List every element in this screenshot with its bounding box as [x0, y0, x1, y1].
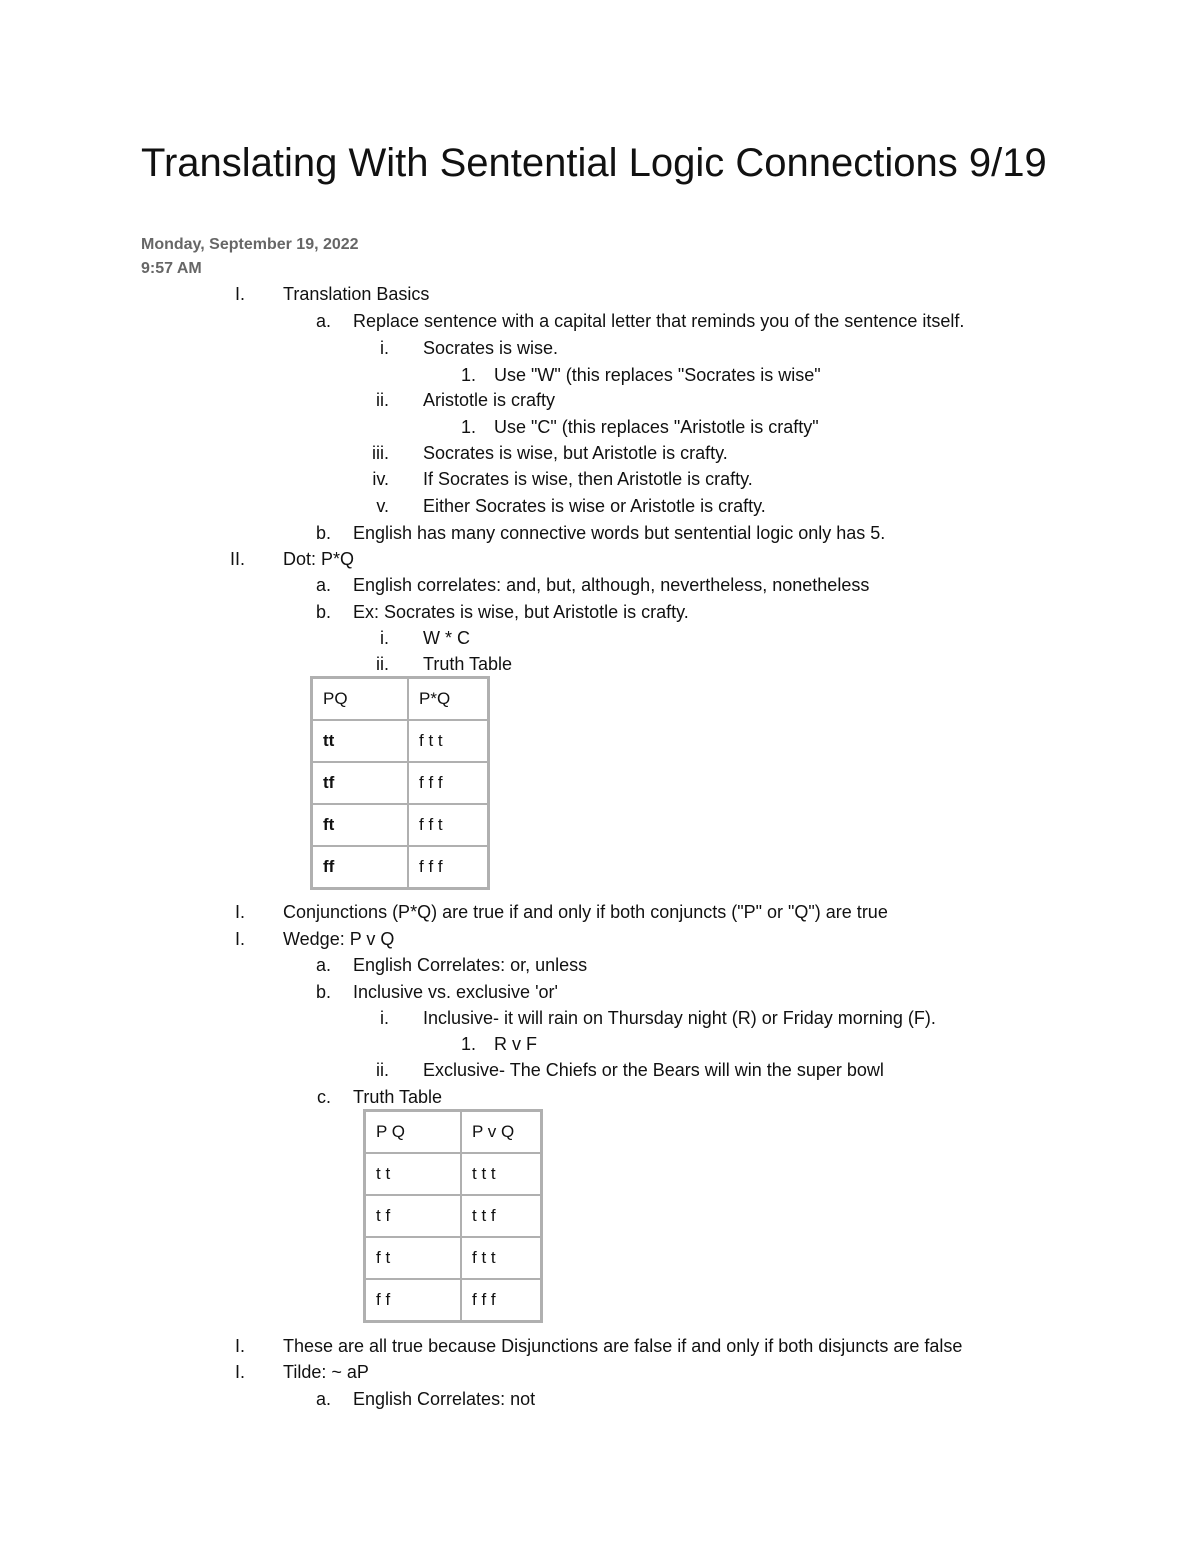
table-cell: f f f — [408, 846, 489, 889]
outline-marker: 1. — [460, 1034, 476, 1054]
outline-text: Truth Table — [423, 654, 513, 674]
outline-text: Either Socrates is wise or Aristotle is crafty. — [423, 496, 766, 516]
outline-marker: 1. — [460, 417, 476, 437]
table-cell: f t — [365, 1237, 462, 1279]
outline-text: Inclusive- it will rain on Thursday night (R) or Friday morning (F). — [423, 1008, 936, 1028]
outline-marker: I. — [234, 284, 245, 304]
table-cell: tt — [312, 720, 409, 762]
outline-marker: 1. — [460, 365, 476, 385]
outline-text: Tilde: ~ aP — [283, 1362, 369, 1382]
outline-marker: v. — [376, 496, 389, 516]
outline-text: Conjunctions (P*Q) are true if and only if both conjuncts ("P" or "Q") are true — [283, 902, 888, 922]
outline-marker: iii. — [372, 443, 389, 463]
outline-marker: a. — [315, 311, 331, 331]
table-header-cell: P*Q — [408, 678, 489, 721]
outline-text: Socrates is wise. — [423, 338, 559, 358]
outline-marker: II. — [229, 549, 245, 569]
outline-text: Replace sentence with a capital letter that reminds you of the sentence itself. — [353, 311, 965, 331]
table-cell: t t f — [461, 1195, 542, 1237]
table-cell: t f — [365, 1195, 462, 1237]
outline-marker: i. — [380, 338, 389, 358]
outline-marker: I. — [234, 1362, 245, 1382]
note-time: 9:57 AM — [141, 260, 202, 277]
outline-text: Dot: P*Q — [283, 549, 355, 569]
outline-text: W * C — [423, 628, 470, 648]
outline-text: Aristotle is crafty — [423, 390, 556, 410]
outline-text: R v F — [494, 1034, 537, 1054]
outline-marker: a. — [315, 955, 331, 975]
truth-table-dot — [310, 676, 490, 890]
outline-text: English has many connective words but sentential logic only has 5. — [353, 523, 886, 543]
outline-marker: b. — [315, 982, 331, 1002]
outline-marker: i. — [380, 1008, 389, 1028]
outline-text: Use "C" (this replaces "Aristotle is crafty" — [494, 417, 819, 437]
outline-marker: I. — [234, 929, 245, 949]
table-header-cell: P Q — [365, 1111, 462, 1154]
outline-text: Socrates is wise, but Aristotle is crafty. — [423, 443, 728, 463]
outline-marker: ii. — [376, 1060, 389, 1080]
table-cell: t t — [365, 1153, 462, 1195]
table-cell: ft — [312, 804, 409, 846]
table-cell: f f — [365, 1279, 462, 1322]
note-date: Monday, September 19, 2022 — [141, 236, 359, 253]
outline-marker: ii. — [376, 654, 389, 674]
outline-marker: i. — [380, 628, 389, 648]
outline-text: If Socrates is wise, then Aristotle is crafty. — [423, 469, 753, 489]
table-cell: tf — [312, 762, 409, 804]
outline-text: English correlates: and, but, although, nevertheless, nonetheless — [353, 575, 870, 595]
outline-text: English Correlates: or, unless — [353, 955, 588, 975]
outline-marker: b. — [315, 523, 331, 543]
table-cell: f t t — [408, 720, 489, 762]
table-cell: f f f — [461, 1279, 542, 1322]
outline-marker: a. — [315, 575, 331, 595]
outline-marker: iv. — [372, 469, 389, 489]
outline-marker: I. — [234, 1336, 245, 1356]
table-header-cell: P v Q — [461, 1111, 542, 1154]
outline-text: Translation Basics — [283, 284, 430, 304]
table-header-cell: PQ — [312, 678, 409, 721]
outline-marker: b. — [315, 602, 331, 622]
outline-text: English Correlates: not — [353, 1389, 536, 1409]
table-cell: f f f — [408, 762, 489, 804]
outline-marker: ii. — [376, 390, 389, 410]
outline-text: Wedge: P v Q — [283, 929, 395, 949]
table-cell: ff — [312, 846, 409, 889]
table-cell: f f t — [408, 804, 489, 846]
outline-text: Exclusive- The Chiefs or the Bears will win the super bowl — [423, 1060, 884, 1080]
outline-marker: I. — [234, 902, 245, 922]
truth-table-wedge — [363, 1109, 543, 1323]
table-cell: f t t — [461, 1237, 542, 1279]
outline-text: Ex: Socrates is wise, but Aristotle is crafty. — [353, 602, 689, 622]
table-cell: t t t — [461, 1153, 542, 1195]
outline-text: Inclusive vs. exclusive 'or' — [353, 982, 558, 1002]
outline-text: Use "W" (this replaces "Socrates is wise" — [494, 365, 821, 385]
outline-marker: c. — [316, 1087, 331, 1107]
outline-marker: a. — [315, 1389, 331, 1409]
page-title: Translating With Sentential Logic Connections 9/19 — [141, 141, 1047, 185]
outline-text: These are all true because Disjunctions are false if and only if both disjuncts are false — [283, 1336, 963, 1356]
outline-text: Truth Table — [353, 1087, 443, 1107]
